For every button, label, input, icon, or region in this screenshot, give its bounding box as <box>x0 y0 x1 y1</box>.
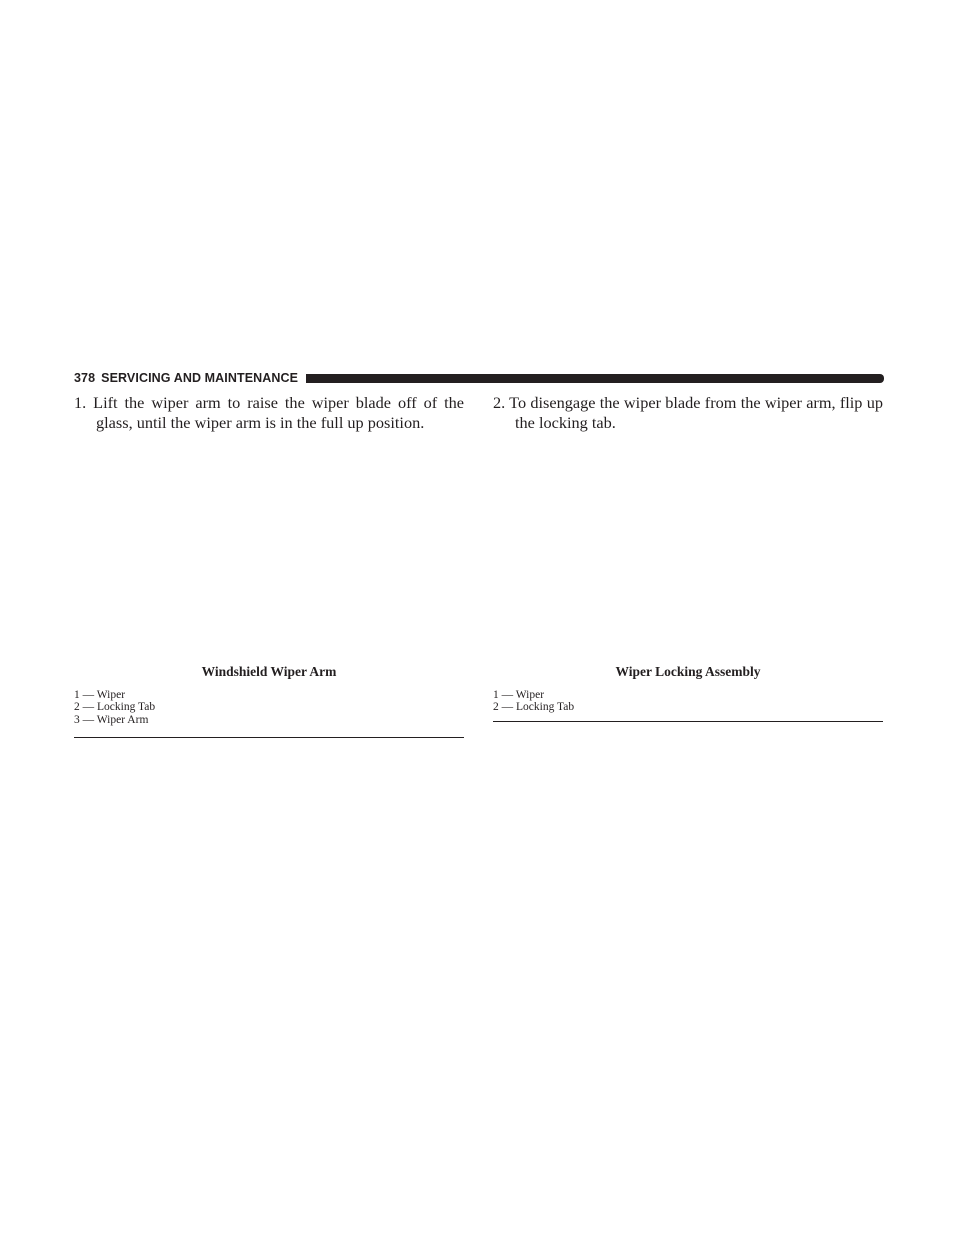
page-number: 378 <box>74 371 96 385</box>
windshield-wiper-arm-figure <box>74 440 464 660</box>
legend-item: 1 — Wiper <box>493 689 545 701</box>
legend-item: 1 — Wiper <box>74 689 126 701</box>
right-column <box>493 393 883 433</box>
left-column <box>74 393 464 433</box>
section-title: SERVICING AND MAINTENANCE <box>101 371 299 385</box>
legend-item: 3 — Wiper Arm <box>74 713 149 726</box>
wiper-locking-assembly-figure <box>493 440 883 660</box>
wiper-locking-assembly-legend <box>493 689 883 714</box>
step-1-text: 1. Lift the wiper arm to raise the wiper blade off of the glass, until the wiper arm is in the full up position. <box>74 393 464 432</box>
header-rule-bar <box>306 374 884 383</box>
windshield-wiper-arm-legend <box>74 689 464 726</box>
legend-item: 2 — Locking Tab <box>74 701 156 714</box>
legend-divider <box>493 721 883 722</box>
windshield-wiper-arm-caption: Windshield Wiper Arm <box>201 664 337 679</box>
wiper-locking-assembly-caption: Wiper Locking Assembly <box>615 664 761 679</box>
legend-divider <box>74 737 464 738</box>
step-2-text: 2. To disengage the wiper blade from the wiper arm, flip up the locking tab. <box>493 393 883 432</box>
legend-item: 2 — Locking Tab <box>493 701 575 714</box>
page-header <box>74 370 884 386</box>
